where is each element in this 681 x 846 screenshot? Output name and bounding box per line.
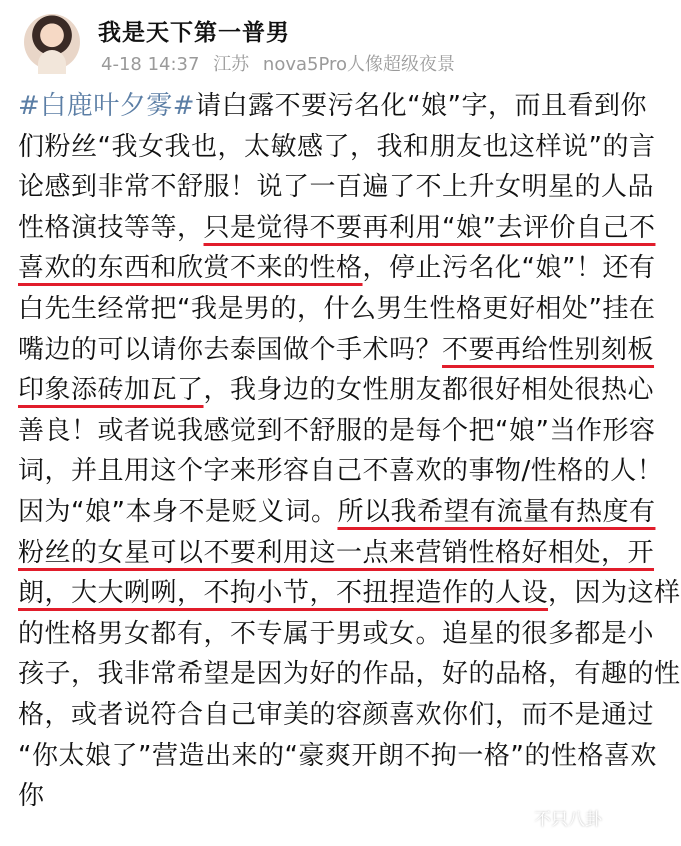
post-line	[18, 533, 655, 574]
post-line	[18, 573, 681, 614]
body-text: 性格演技等等，	[18, 212, 204, 243]
post-line	[18, 736, 657, 777]
post-line	[18, 127, 656, 168]
body-text: ，我身边的女性朋友都很好相处很热心	[203, 375, 655, 406]
body-text: 你	[18, 781, 45, 812]
body-text: ，因为这样	[548, 578, 681, 609]
post-line	[18, 330, 655, 371]
post-line	[18, 411, 656, 452]
body-text: “你太娘了”营造出来的“豪爽开朗不拘一格”的性格喜欢	[18, 740, 657, 771]
post-line	[18, 695, 655, 736]
post-line	[18, 492, 656, 533]
underlined-text: 印象添砖加瓦了	[18, 375, 204, 406]
underlined-text: 所以我希望有流量有热度有	[337, 496, 656, 527]
body-text: 嘴边的可以请你去泰国做个手术吗？	[18, 334, 443, 365]
body-text: 词，并且用这个字来形容自己不喜欢的事物/性格的人！	[18, 456, 664, 487]
underlined-text: 粉丝的女星可以不要利用这一点来营销性格好相处，开	[18, 537, 655, 568]
body-text: 因为“娘”本身不是贬义词。	[18, 496, 338, 527]
body-text: 的性格男女都有，不专属于男或女。追星的很多都是小	[18, 618, 655, 649]
body-text: 论感到非常不舒服！说了一百遍了不上升女明星的人品	[18, 172, 655, 203]
wechat-icon	[502, 808, 528, 828]
body-text: 请白露不要污名化“娘”字，而且看到你	[195, 91, 648, 121]
avatar[interactable]	[24, 14, 80, 70]
watermark	[502, 805, 602, 830]
post-content	[18, 86, 681, 817]
username[interactable]: 我是天下第一普男	[98, 20, 290, 46]
post-line	[18, 86, 648, 127]
body-text: 善良！或者说我感觉到不舒服的是每个把“娘”当作形容	[18, 415, 656, 446]
post-meta	[101, 50, 455, 76]
watermark-text: 不只八卦	[534, 810, 602, 830]
body-text: 白先生经常把“我是男的，什么男生性格更好相处”挂在	[18, 293, 656, 324]
body-text: 孩子，我非常希望是因为好的作品，好的品格，有趣的性	[18, 659, 681, 690]
post-line	[18, 167, 655, 208]
post-line	[18, 370, 655, 411]
post-location: 江苏	[213, 54, 250, 75]
post-device: nova5Pro人像超级夜景	[262, 54, 456, 75]
post-line	[18, 208, 656, 249]
hashtag-link[interactable]: #白鹿叶夕雾#	[18, 91, 196, 121]
post-line	[18, 451, 664, 492]
post-line	[18, 654, 681, 695]
post-line	[18, 289, 656, 330]
underlined-text: 不要再给性别刻板	[442, 334, 655, 365]
post-line	[18, 248, 656, 289]
underlined-text: 朗，大大咧咧，不拘小节，不扭捏造作的人设	[18, 578, 549, 609]
body-text: 格，或者说符合自己审美的容颜喜欢你们，而不是通过	[18, 699, 655, 730]
post-line	[18, 614, 655, 655]
underlined-text: 只是觉得不要再利用“娘”去评价自己不	[203, 212, 656, 243]
post-time: 4-18 14:37	[101, 54, 200, 75]
body-text: 们粉丝“我女我也，太敏感了，我和朋友也这样说”的言	[18, 131, 656, 162]
underlined-text: 喜欢的东西和欣赏不来的性格	[18, 253, 363, 284]
body-text: ，停止污名化“娘”！还有	[362, 253, 656, 284]
